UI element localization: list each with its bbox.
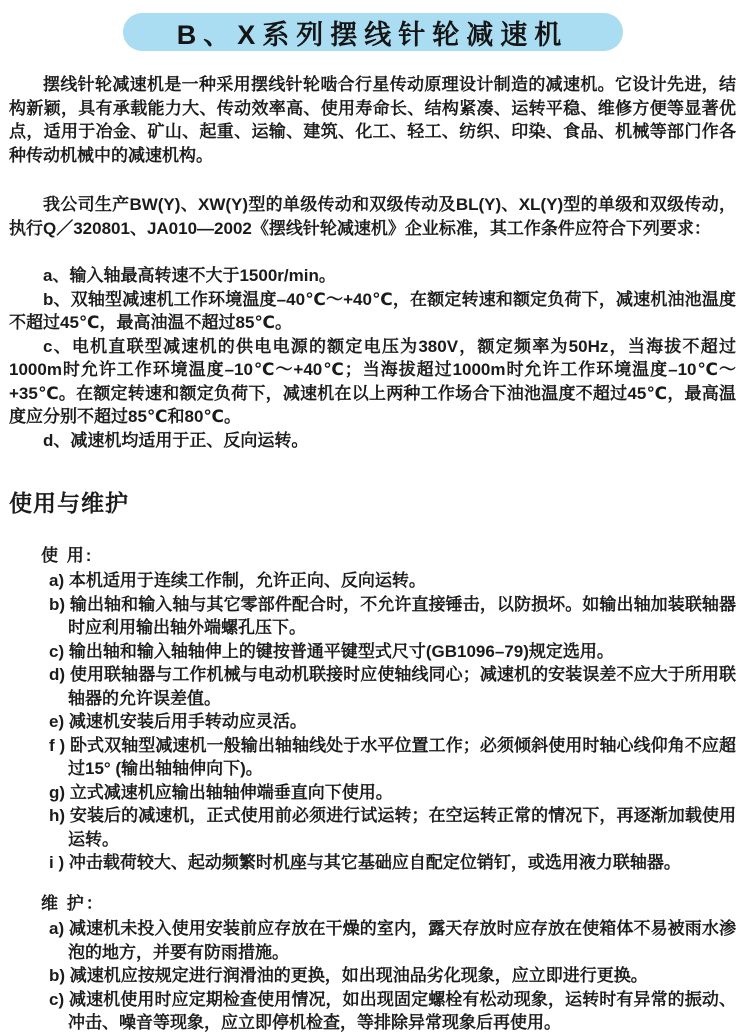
document-page	[0, 13, 745, 1032]
usage-item	[9, 569, 736, 593]
usage-item	[9, 640, 736, 664]
section-heading-usage-maintenance: 使用与维护	[9, 490, 129, 516]
usage-item	[9, 804, 736, 851]
page-title: B、X系列摆线针轮减速机	[176, 19, 569, 50]
item-text: 安装后的减速机，正式使用前必须进行试运转；在空运转正常的情况下，再逐渐加载使用运转。	[68, 806, 736, 849]
item-text: 减速机安装后用手转动应灵活。	[68, 712, 307, 731]
condition-item: a、输入轴最高转速不大于1500r/min。	[43, 266, 336, 285]
condition-item: b、双轴型减速机工作环境温度–40℃～+40℃，在额定转速和额定负荷下，减速机油池温度不超过45℃，最高油温不超过85℃。	[9, 289, 736, 332]
item-text: 本机适用于连续工作制，允许正向、反向运转。	[68, 571, 426, 590]
maintenance-item	[9, 917, 736, 964]
title-banner	[123, 13, 623, 51]
usage-list-label: 使 用:	[41, 545, 94, 565]
item-label: b)	[49, 966, 66, 985]
item-text: 立式减速机应输出轴轴伸端垂直向下使用。	[69, 782, 393, 802]
item-label: i )	[49, 853, 65, 872]
item-label: c)	[49, 641, 65, 661]
maintenance-list-label: 维 护：	[41, 893, 105, 913]
item-text: 减速机使用时应定期检查使用情况，如出现固定螺栓有松动现象，运转时有异常的振动、冲击、噪音等现象，应立即停机检查，等排除异常现象后再使用。	[68, 989, 737, 1032]
intro-paragraph: 我公司生产BW(Y)、XW(Y)型的单级传动和双级传动及BL(Y)、XL(Y)型的单级和双级传动，执行Q／320801、JA010—2002《摆线针轮减速机》企业标准，其工作条件应符合下列要求：	[9, 195, 736, 238]
item-label: h)	[49, 806, 66, 825]
item-label: f )	[49, 735, 66, 755]
usage-item	[9, 593, 736, 640]
item-text: 使用联轴器与工作机械与电动机联接时应使轴线同心；减速机的安装误差不应大于所用联轴器的允许误差值。	[68, 665, 736, 708]
item-text: 减速机应按规定进行润滑油的更换，如出现油品劣化现象，应立即进行更换。	[69, 966, 648, 985]
item-text: 卧式双轴型减速机一般输出轴轴线处于水平位置工作；必须倾斜使用时轴心线仰角不应超过15° (输出轴轴伸向下)。	[68, 735, 737, 778]
item-text: 减速机未投入使用安装前应存放在干燥的室内，露天存放时应存放在使箱体不易被雨水渗泡的地方，并要有防雨措施。	[68, 919, 737, 962]
usage-list	[9, 569, 736, 875]
item-label: b)	[49, 594, 66, 614]
usage-item	[9, 781, 736, 805]
condition-item: d、减速机均适用于正、反向运转。	[43, 430, 309, 450]
usage-item	[9, 663, 736, 710]
usage-item	[9, 851, 736, 875]
item-label: g)	[49, 782, 66, 802]
usage-item	[9, 734, 736, 781]
item-text: 输出轴和输入轴与其它零部件配合时，不允许直接锤击，以防损坏。如输出轴加装联轴器时应利用输出轴外端螺孔压下。	[68, 594, 736, 637]
working-conditions-list	[9, 264, 736, 452]
item-text: 冲击载荷较大、起动频繁时机座与其它基础应自配定位销钉，或选用液力联轴器。	[68, 853, 681, 872]
usage-item	[9, 710, 736, 734]
item-label: d)	[49, 665, 66, 684]
item-label: a)	[49, 571, 65, 590]
maintenance-item	[9, 988, 736, 1035]
intro-paragraph: 摆线针轮减速机是一种采用摆线针轮啮合行星传动原理设计制造的减速机。它设计先进，结构新颖，具有承载能力大、传动效率高、使用寿命长、结构紧凑、运转平稳、维修方便等显著优点，适用于冶金、矿山、起重、运输、建筑、化工、轻工、纺织、印染、食品、机械等部门作各种传动机械中的减速机构。	[9, 75, 736, 165]
item-label: e)	[49, 712, 65, 731]
item-label: c)	[49, 989, 65, 1009]
condition-item: c、电机直联型减速机的供电电源的额定电压为380V，额定频率为50Hz，当海拔不超过1000m时允许工作环境温度–10℃～+40℃；当海拔超过1000m时允许工作环境温度–10℃～+35℃。在额定转速和额定负荷下，减速机在以上两种工作场合下油池温度不超过45℃，最高温度应分别不超过85℃和80℃。	[9, 336, 736, 426]
maintenance-list	[9, 917, 736, 1035]
item-text: 输出轴和输入轴轴伸上的键按普通平键型式尺寸(GB1096–79)规定选用。	[68, 641, 614, 661]
document-content	[0, 73, 745, 1035]
maintenance-item	[9, 964, 736, 988]
item-label: a)	[49, 919, 65, 938]
